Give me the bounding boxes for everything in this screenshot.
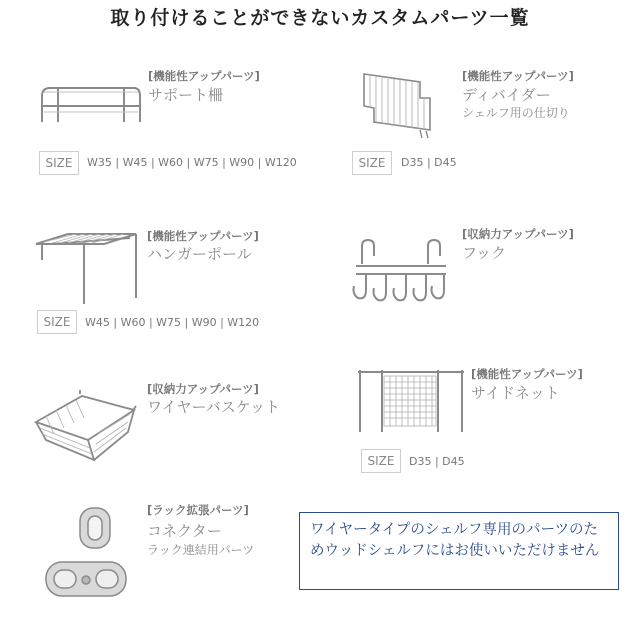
item-name: サイドネット (471, 384, 560, 402)
item-category: [機能性アップパーツ] (147, 229, 259, 243)
page-title: 取り付けることができないカスタムパーツ一覧 (110, 7, 530, 29)
connector-icon (42, 506, 130, 604)
item-category: [機能性アップパーツ] (471, 367, 583, 381)
item-name: ハンガーポール (147, 245, 252, 263)
item-category: [機能性アップパーツ] (462, 69, 574, 83)
size-label: SIZE (39, 151, 79, 175)
size-values: D35 | D45 (401, 156, 457, 169)
item-name: コネクター (147, 522, 222, 540)
support-rail-icon (38, 82, 144, 130)
size-values: W45 | W60 | W75 | W90 | W120 (85, 316, 260, 329)
notice-box: ワイヤータイプのシェルフ専用のパーツのためウッドシェルフにはお使いいただけません (299, 512, 619, 590)
size-values: W35 | W45 | W60 | W75 | W90 | W120 (87, 156, 297, 169)
size-label: SIZE (352, 151, 392, 175)
side-net-icon (356, 366, 468, 438)
item-category: [機能性アップパーツ] (148, 69, 260, 83)
item-name: サポート柵 (148, 86, 224, 104)
item-name: フック (462, 244, 506, 262)
hanger-pole-icon (32, 228, 142, 310)
size-values: D35 | D45 (409, 455, 465, 468)
item-category: [収納力アップパーツ] (147, 382, 259, 396)
hook-icon (346, 236, 452, 312)
item-description: ラック連結用パーツ (147, 543, 255, 557)
size-label: SIZE (37, 310, 77, 334)
divider-icon (360, 68, 434, 144)
item-category: [ラック拡張パーツ] (147, 503, 249, 517)
size-label: SIZE (361, 449, 401, 473)
wire-basket-icon (32, 388, 138, 468)
item-category: [収納力アップパーツ] (462, 227, 574, 241)
item-name: ワイヤーバスケット (147, 398, 281, 416)
item-name: ディバイダー (462, 86, 551, 104)
item-description: シェルフ用の仕切り (462, 106, 570, 120)
